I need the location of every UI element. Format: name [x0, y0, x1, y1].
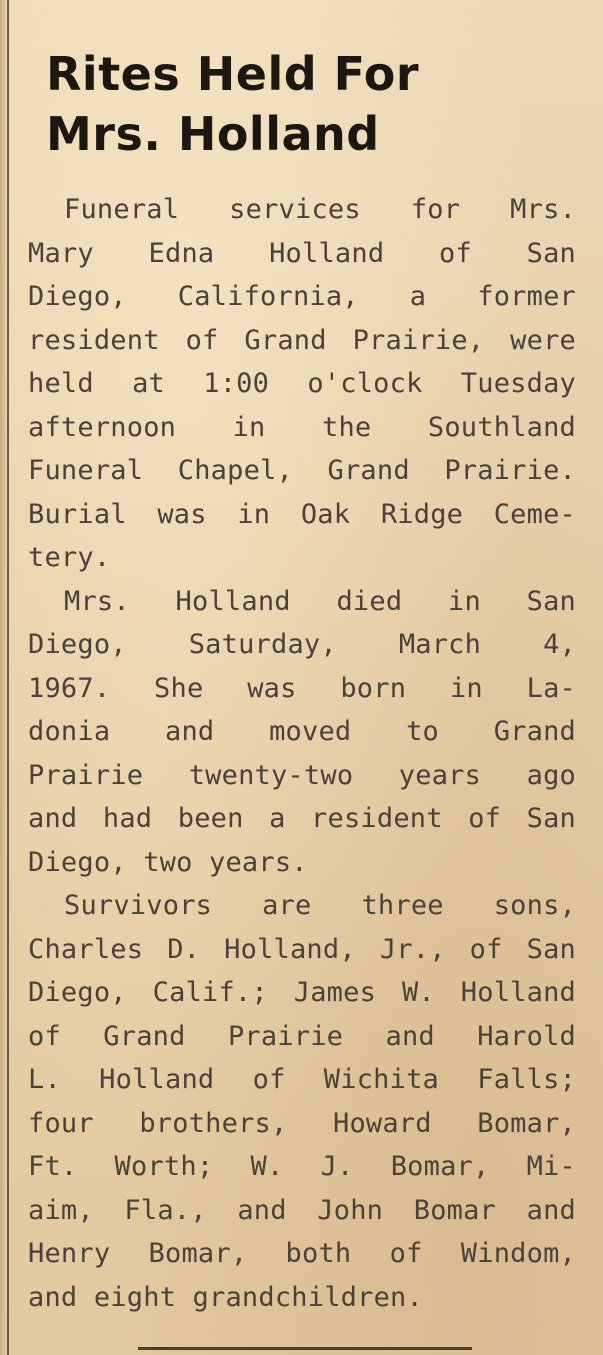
text-line: Mrs. Holland died in San [64, 585, 576, 617]
text-line: L. Holland of Wichita Falls; [28, 1064, 576, 1095]
text-line: Diego, Calif.; James W. Holland [28, 977, 576, 1008]
text-line: of Grand Prairie and Harold [28, 1020, 576, 1052]
column-rule [7, 0, 9, 1355]
text-line: tery. [28, 542, 111, 573]
paragraph-funeral [28, 188, 576, 580]
text-line: Mary Edna Holland of San [28, 237, 576, 269]
paragraph-death [28, 580, 576, 885]
end-rule-divider [138, 1347, 472, 1350]
page-edge [0, 0, 6, 1355]
text-line: Funeral services for Mrs. [64, 194, 576, 225]
text-line: and eight grandchildren. [28, 1281, 423, 1313]
article-body [28, 188, 576, 1319]
headline-line-2: Mrs. Holland [46, 107, 380, 161]
text-line: Prairie twenty-two years ago [28, 759, 576, 791]
text-line: Diego, two years. [28, 846, 308, 878]
text-line: afternoon in the Southland [28, 411, 576, 443]
headline-line-1: Rites Held For [46, 47, 420, 101]
text-line: and had been a resident of San [28, 803, 576, 834]
text-line: aim, Fla., and John Bomar and [28, 1194, 576, 1226]
text-line: Henry Bomar, both of Windom, [28, 1238, 576, 1269]
text-line: Charles D. Holland, Jr., of San [28, 933, 576, 965]
text-line: Survivors are three sons, [64, 890, 576, 921]
text-line: Burial was in Oak Ridge Ceme- [28, 498, 576, 530]
paragraph-survivors [28, 884, 576, 1319]
text-line: donia and moved to Grand [28, 716, 576, 747]
text-line: held at 1:00 o'clock Tuesday [28, 368, 576, 399]
text-line: resident of Grand Prairie, were [28, 324, 576, 356]
text-line: 1967. She was born in La- [28, 672, 576, 704]
text-line: Ft. Worth; W. J. Bomar, Mi- [28, 1151, 576, 1182]
text-line: four brothers, Howard Bomar, [28, 1107, 576, 1139]
text-line: Funeral Chapel, Grand Prairie. [28, 455, 576, 486]
text-line: Diego, Saturday, March 4, [28, 629, 576, 660]
text-line: Diego, California, a former [28, 281, 576, 312]
article-headline [46, 44, 566, 164]
